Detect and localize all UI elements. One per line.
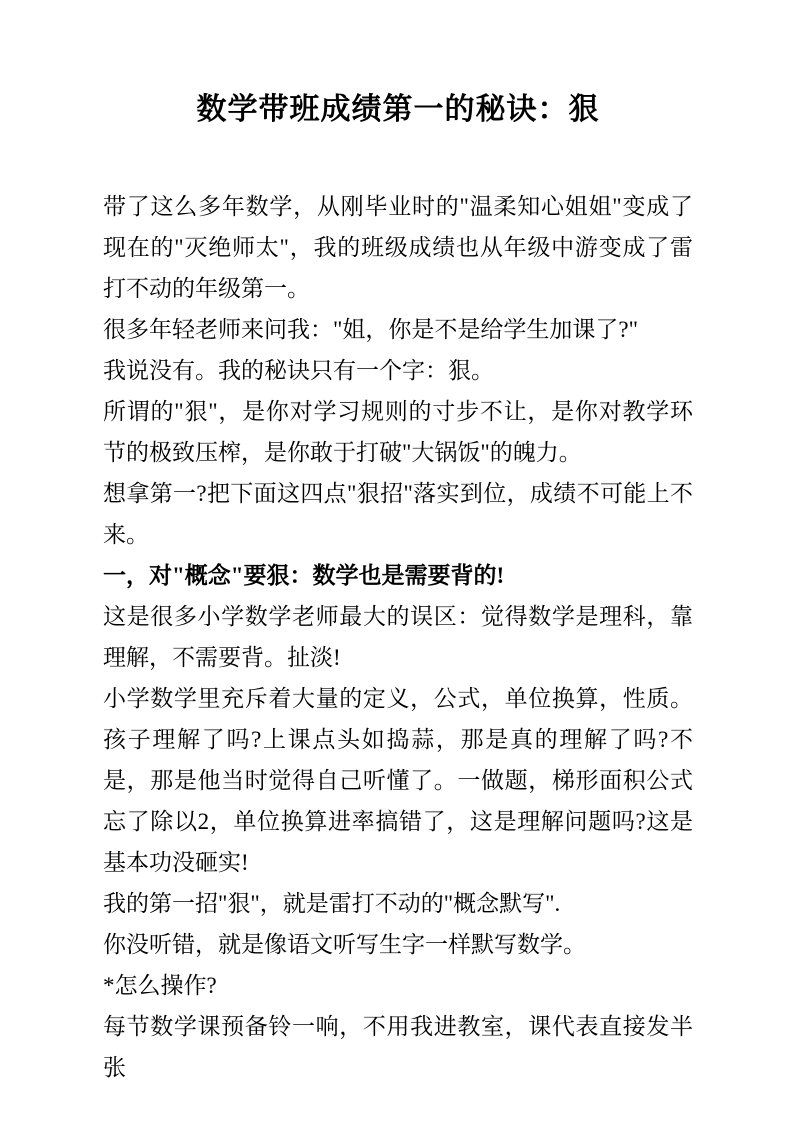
paragraph-explanation: 小学数学里充斥着大量的定义，公式，单位换算，性质。孩子理解了吗?上课点头如捣蒜，那是真的理解了吗?不是，那是他当时觉得自己听懂了。一做题，梯形面积公式忘了除以2，单位换算进率搞错了，这是理解问题吗?这是基本功没砸实! [103,686,693,875]
paragraph-misconception: 这是很多小学数学老师最大的误区：觉得数学是理科，靠理解，不需要背。扯淡! [103,604,693,670]
document-title: 数学带班成绩第一的秘诀：狠 [196,93,600,126]
paragraph-answer: 我说没有。我的秘诀只有一个字：狠。 [103,358,494,383]
paragraph-first-trick: 我的第一招"狠"，就是雷打不动的"概念默写". [103,891,561,916]
paragraph-definition: 所谓的"狠"，是你对学习规则的寸步不让，是你对教学环节的极致压榨，是你敢于打破"大锅饭"的魄力。 [103,399,693,465]
document-content [103,88,693,1088]
paragraph-promise: 想拿第一?把下面这四点"狠招"落实到位，成绩不可能上不来。 [103,481,693,547]
paragraph-how-to: *怎么操作? [103,973,217,998]
paragraph-intro: 带了这么多年数学，从刚毕业时的"温柔知心姐姐"变成了现在的"灭绝师太"，我的班级成绩也从年级中游变成了雷打不动的年级第一。 [103,194,693,301]
paragraph-dictation: 你没听错，就是像语文听写生字一样默写数学。 [103,932,586,957]
paragraph-question: 很多年轻老师来问我："姐，你是不是给学生加课了?" [103,317,638,342]
paragraph-routine: 每节数学课预备铃一响，不用我进教室，课代表直接发半张 [103,1014,693,1080]
section-heading-1: 一，对"概念"要狠：数学也是需要背的! [103,563,505,588]
